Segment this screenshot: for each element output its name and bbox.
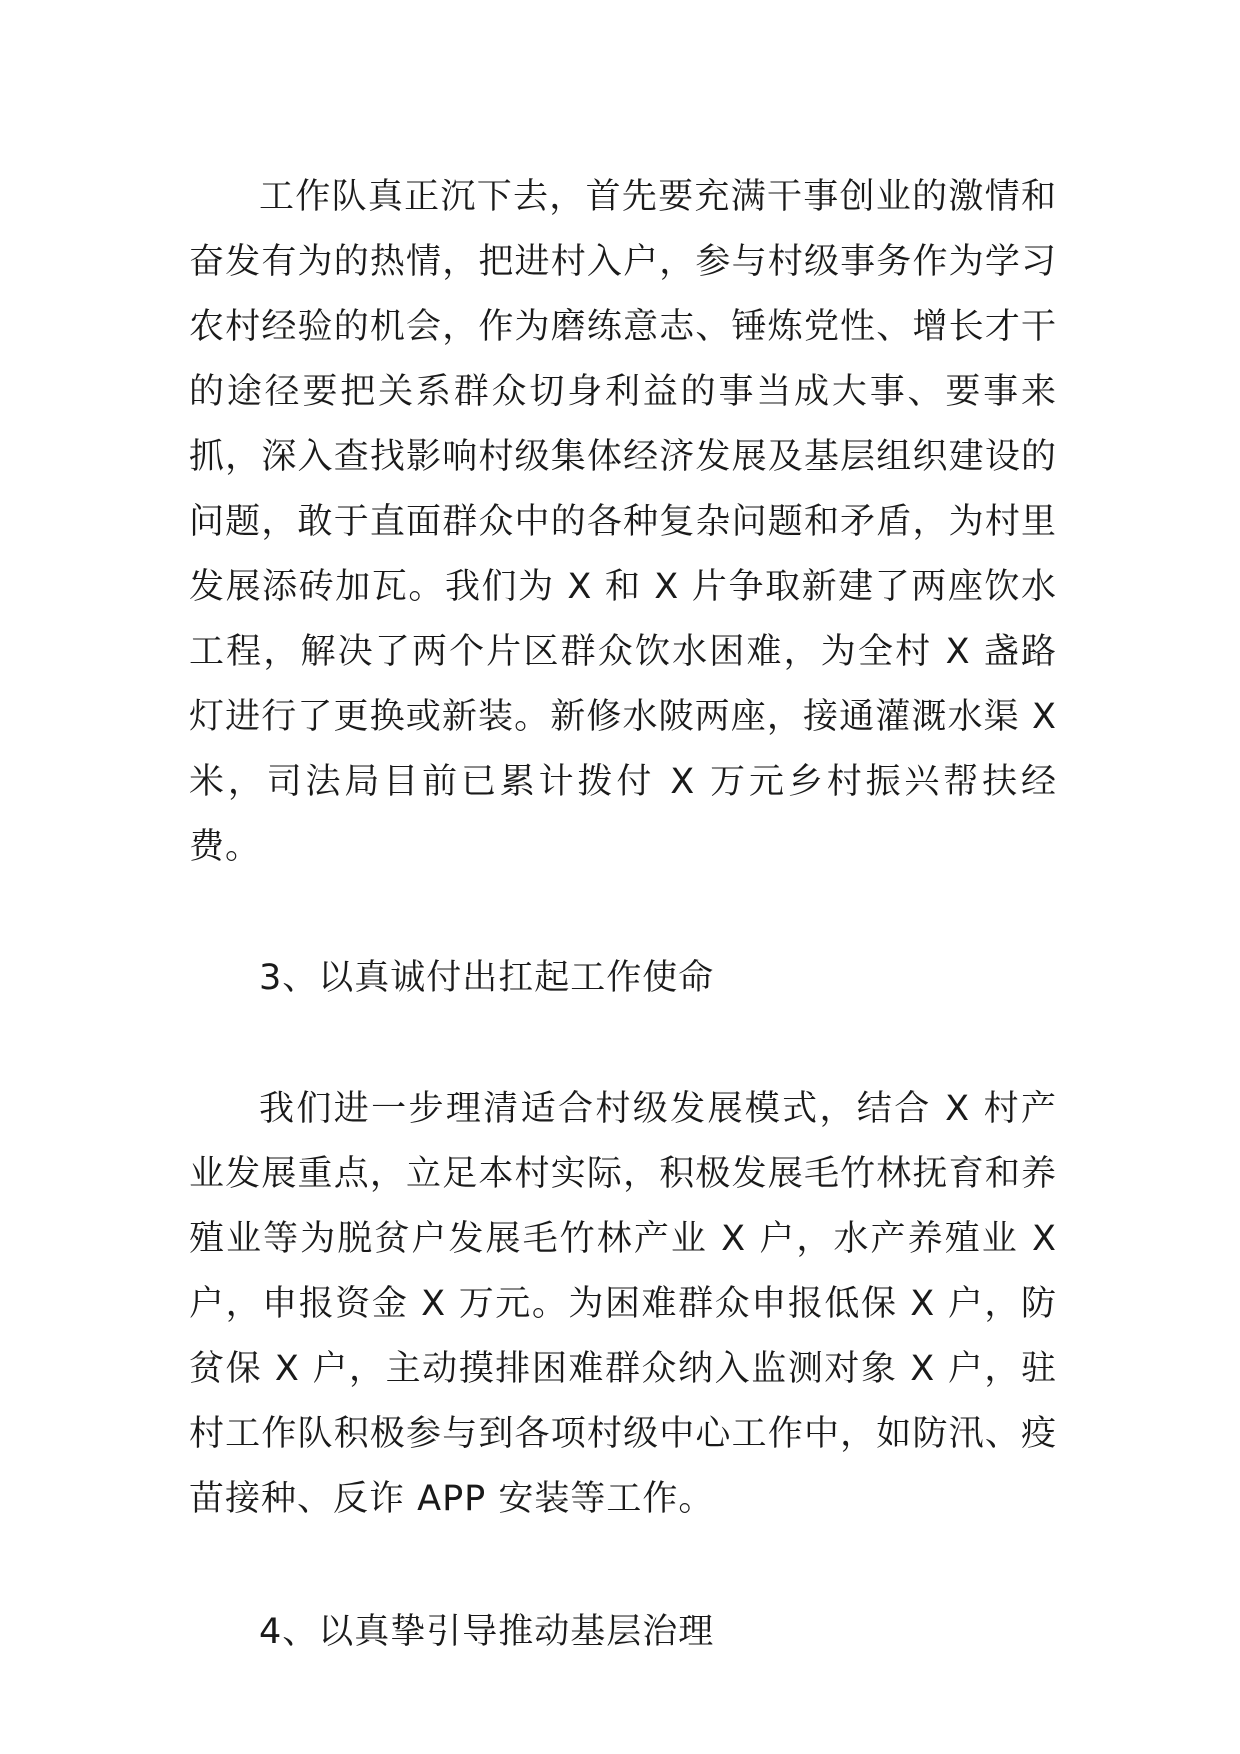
section-heading-4: 4、以真挚引导推动基层治理 (259, 1612, 715, 1652)
paragraph-work-team: 工作队真正沉下去，首先要充满干事创业的激情和奋发有为的热情，把进村入户，参与村级事务作为学习农村经验的机会，作为磨练意志、锤炼党性、增长才干的途径要把关系群众切身利益的事当成大事、要事来抓，深入查找影响村级集体经济发展及基层组织建设的问题，敢于直面群众中的各种复杂问题和矛盾，为村里发展添砖加瓦。我们为 X 和 X 片争取新建了两座饮水工程，解决了两个片区群众饮水困难，为全村 X 盏路灯进行了更换或新装。新修水陂两座，接通灌溉水渠 X 米，司法局目前已累计拨付 X 万元乡村振兴帮扶经费。 (189, 177, 1057, 867)
section-heading-3: 3、以真诚付出扛起工作使命 (259, 958, 715, 998)
paragraph-development-model: 我们进一步理清适合村级发展模式，结合 X 村产业发展重点，立足本村实际，积极发展毛竹林抚育和养殖业等为脱贫户发展毛竹林产业 X 户，水产养殖业 X 户，申报资金 X 万元。为困难群众申报低保 X 户，防贫保 X 户，主动摸排困难群众纳入监测对象 X 户，驻村工作队积极参与到各项村级中心工作中，如防汛、疫苗接种、反诈 APP 安装等工作。 (189, 1089, 1057, 1519)
document-body (189, 165, 1057, 1665)
